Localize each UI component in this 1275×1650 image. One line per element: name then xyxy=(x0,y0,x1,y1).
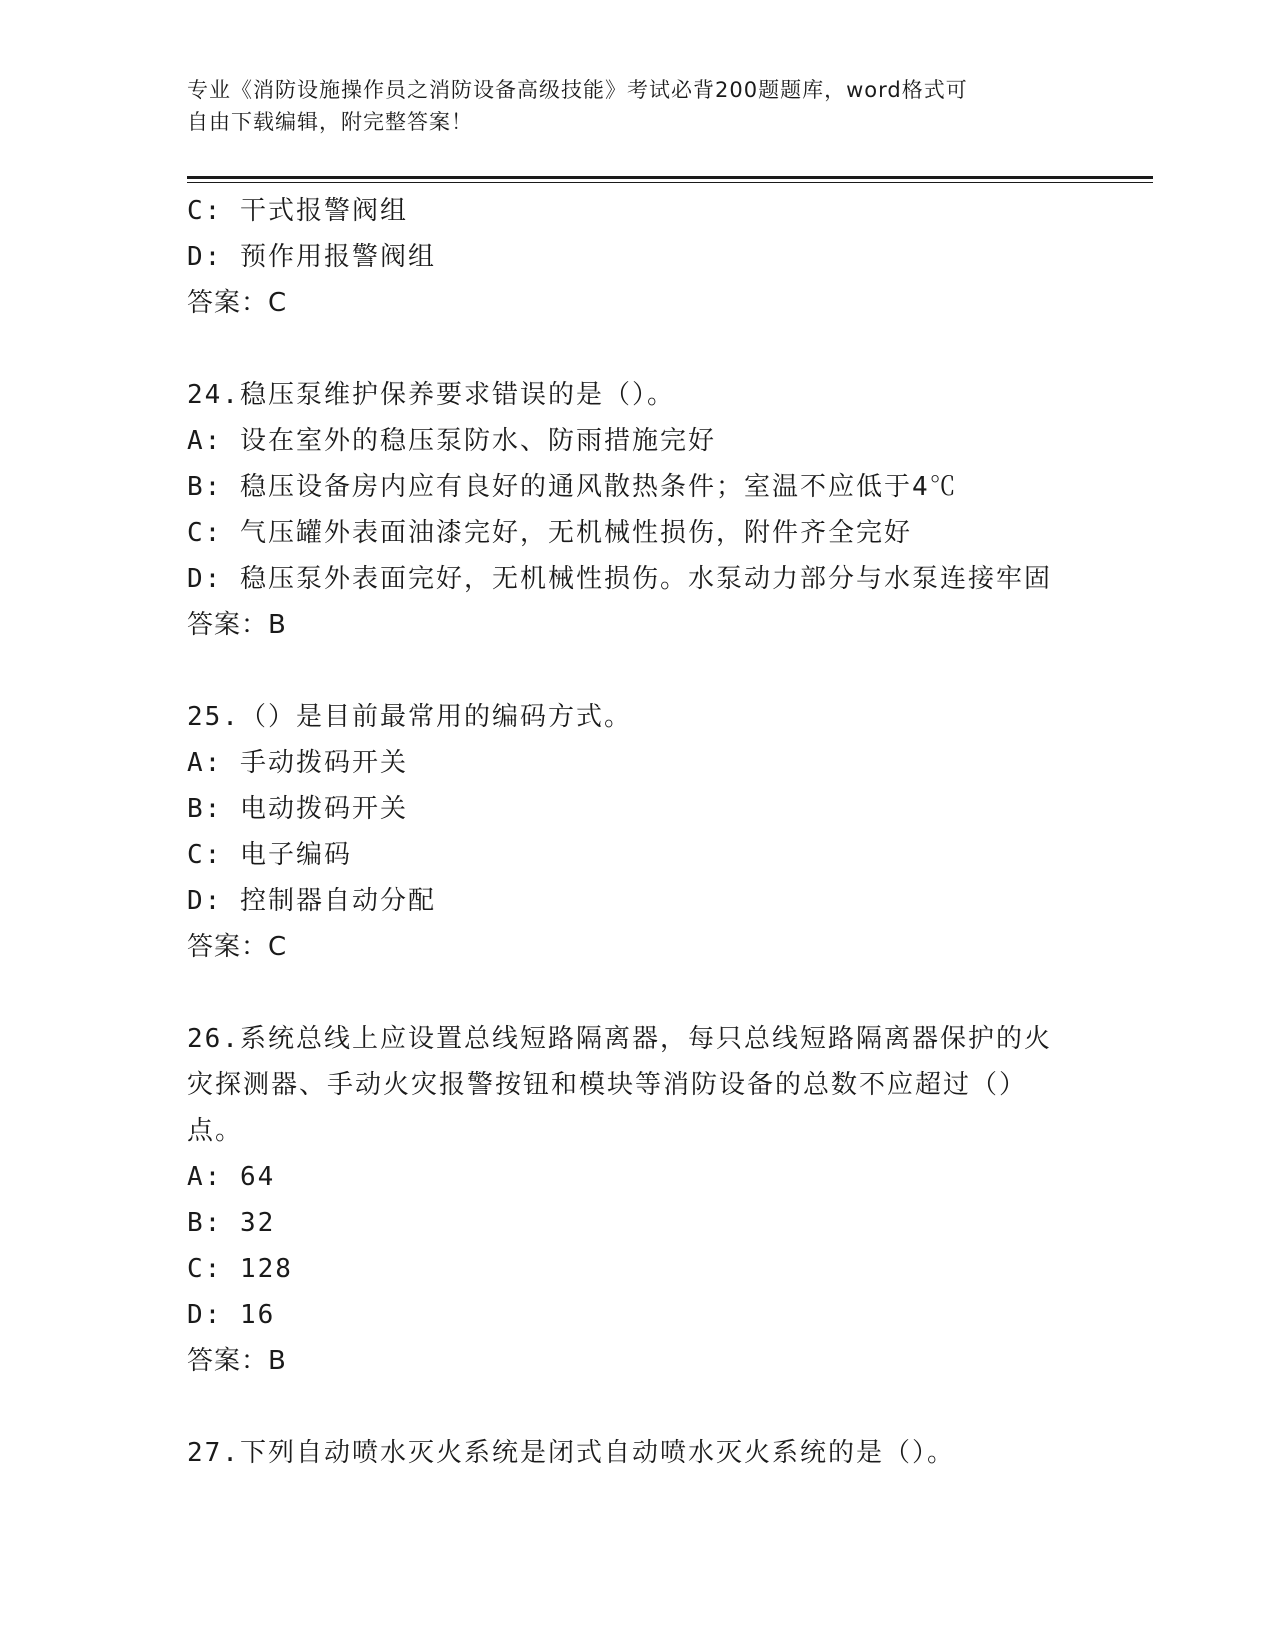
spacer xyxy=(187,1384,1087,1430)
header-rule-thin xyxy=(187,182,1153,183)
option-b: B: 电动拨码开关 xyxy=(187,794,408,824)
option-a: A: 64 xyxy=(187,1162,276,1192)
option-c: C: 气压罐外表面油漆完好，无机械性损伤，附件齐全完好 xyxy=(187,518,912,548)
question-27 xyxy=(187,1430,1087,1476)
option-a: A: 设在室外的稳压泵防水、防雨措施完好 xyxy=(187,426,716,456)
answer-line: 答案：B xyxy=(187,610,287,640)
document-header xyxy=(187,74,1067,138)
spacer xyxy=(187,326,1087,372)
question-25 xyxy=(187,694,1087,970)
question-24 xyxy=(187,372,1087,648)
option-d: D: 预作用报警阀组 xyxy=(187,242,436,272)
question-list xyxy=(187,188,1087,1476)
spacer xyxy=(187,648,1087,694)
question-text: 27.下列自动喷水灭火系统是闭式自动喷水灭火系统的是（）。 xyxy=(187,1438,955,1468)
answer-line: 答案：B xyxy=(187,1346,287,1376)
header-rule-thick xyxy=(187,176,1153,179)
option-d: D: 稳压泵外表面完好，无机械性损伤。水泵动力部分与水泵连接牢固 xyxy=(187,564,1052,594)
question-23-tail xyxy=(187,188,1087,326)
option-b: B: 32 xyxy=(187,1208,276,1238)
option-b: B: 稳压设备房内应有良好的通风散热条件；室温不应低于4℃ xyxy=(187,472,958,502)
question-text-line-3: 点。 xyxy=(187,1116,244,1146)
header-line-1: 专业《消防设施操作员之消防设备高级技能》考试必背200题题库，word格式可 xyxy=(187,78,968,102)
option-d: D: 16 xyxy=(187,1300,276,1330)
question-text: 25.（）是目前最常用的编码方式。 xyxy=(187,702,632,732)
option-c: C: 电子编码 xyxy=(187,840,352,870)
question-text: 24.稳压泵维护保养要求错误的是（）。 xyxy=(187,380,675,410)
question-text-line-2: 灾探测器、手动火灾报警按钮和模块等消防设备的总数不应超过（） xyxy=(187,1070,1028,1100)
question-26 xyxy=(187,1016,1087,1384)
option-a: A: 手动拨码开关 xyxy=(187,748,408,778)
option-c: C: 干式报警阀组 xyxy=(187,196,408,226)
answer-line: 答案：C xyxy=(187,288,288,318)
spacer xyxy=(187,970,1087,1016)
option-c: C: 128 xyxy=(187,1254,293,1284)
question-text-line-1: 26.系统总线上应设置总线短路隔离器，每只总线短路隔离器保护的火 xyxy=(187,1024,1052,1054)
answer-line: 答案：C xyxy=(187,932,288,962)
header-line-2: 自由下载编辑，附完整答案！ xyxy=(187,110,473,134)
option-d: D: 控制器自动分配 xyxy=(187,886,436,916)
